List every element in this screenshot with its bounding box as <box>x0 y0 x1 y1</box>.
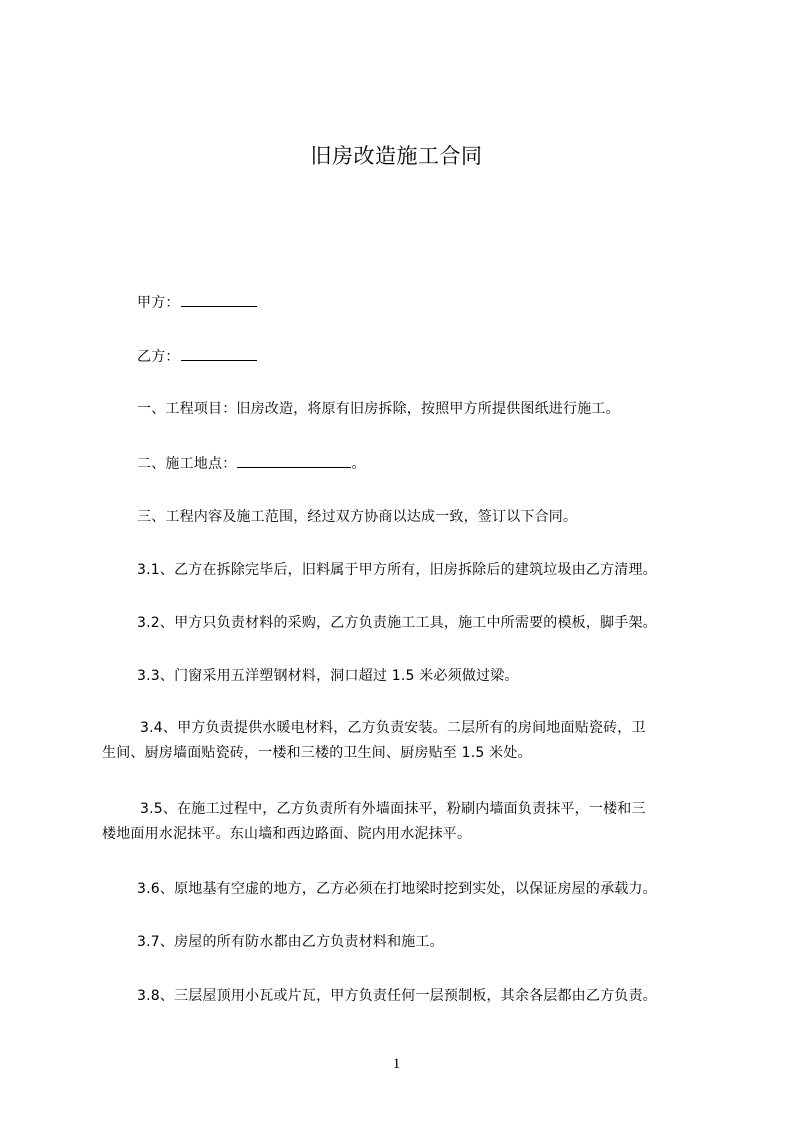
party-a-label: 甲方： <box>137 295 180 311</box>
item-2-label: 二、施工地点： <box>137 456 237 472</box>
party-a-blank <box>181 292 257 307</box>
party-b-label: 乙方： <box>137 349 180 365</box>
item-1-project: 一、工程项目：旧房改造，将原有旧房拆除，按照甲方所提供图纸进行施工。 <box>137 401 620 417</box>
location-blank <box>237 453 351 468</box>
document-title: 旧房改造施工合同 <box>310 144 483 168</box>
item-2-end: 。 <box>351 456 366 472</box>
page-number: 1 <box>392 1056 401 1072</box>
clause-3-7: 3.7、房屋的所有防水都由乙方负责材料和施工。 <box>137 934 444 950</box>
clause-3-4-line-1: 3.4、甲方负责提供水暖电材料，乙方负责安装。二层所有的房间地面贴瓷砖，卫 <box>140 720 646 736</box>
clause-3-8: 3.8、三层屋顶用小瓦或片瓦，甲方负责任何一层预制板，其余各层都由乙方负责。 <box>137 988 657 1004</box>
clause-3-4-line-2: 生间、厨房墙面贴瓷砖，一楼和三楼的卫生间、厨房贴至 1.5 米处。 <box>102 745 532 761</box>
clause-3-3: 3.3、门窗采用五洋塑钢材料，洞口超过 1.5 米必须做过梁。 <box>137 668 519 684</box>
clause-3-1: 3.1、乙方在拆除完毕后，旧料属于甲方所有，旧房拆除后的建筑垃圾由乙方清理。 <box>137 562 657 578</box>
party-b-blank <box>181 346 257 361</box>
item-2-location-line <box>137 453 366 474</box>
clause-3-2: 3.2、甲方只负责材料的采购，乙方负责施工工具，施工中所需要的模板，脚手架。 <box>137 615 657 631</box>
party-a-line <box>137 292 257 313</box>
item-3-scope: 三、工程内容及施工范围，经过双方协商以达成一致，签订以下合同。 <box>137 509 578 525</box>
clause-3-5-line-2: 楼地面用水泥抹平。东山墙和西边路面、院内用水泥抹平。 <box>102 826 472 842</box>
clause-3-6: 3.6、原地基有空虚的地方，乙方必须在打地梁时挖到实处，以保证房屋的承载力。 <box>137 881 657 897</box>
clause-3-5-line-1: 3.5、在施工过程中，乙方负责所有外墙面抹平，粉刷内墙面负责抹平，一楼和三 <box>140 801 646 817</box>
party-b-line <box>137 346 257 367</box>
